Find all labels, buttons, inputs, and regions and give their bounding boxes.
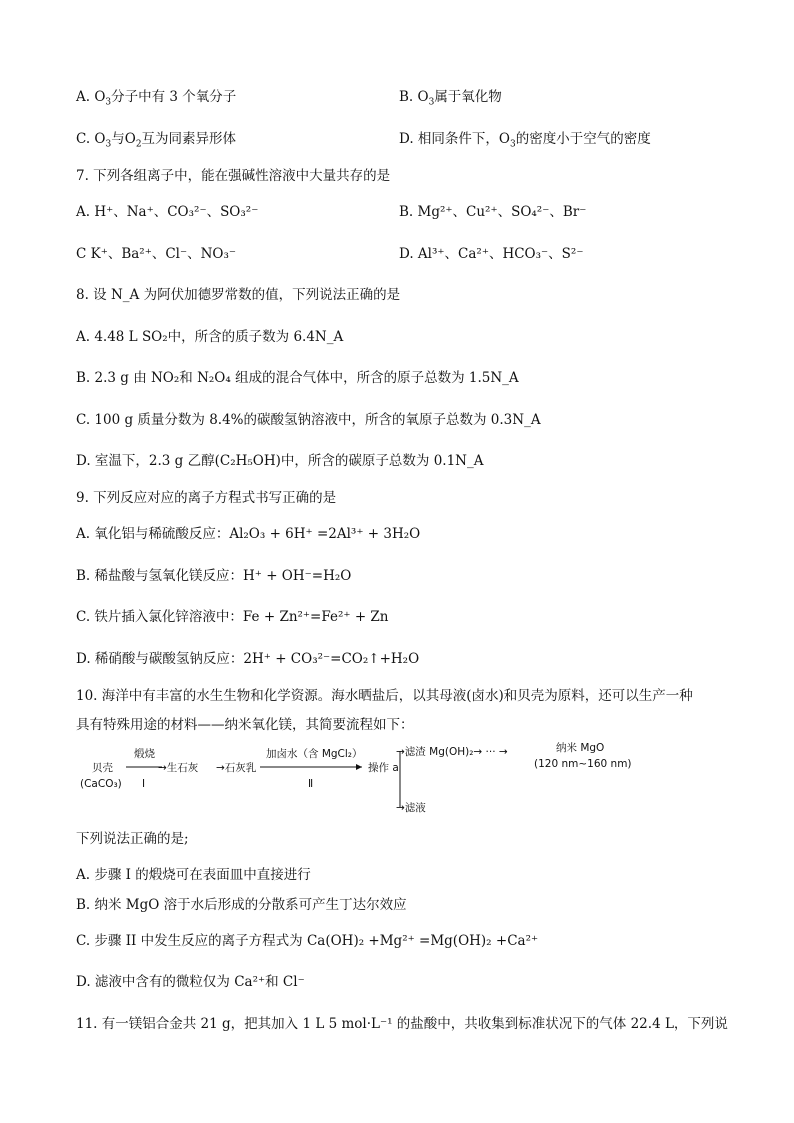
- flow-add-brine: 加卤水（含 MgCl₂）: [266, 748, 363, 760]
- q10-stem-line1: 10. 海洋中有丰富的水生生物和化学资源。海水晒盐后，以其母液(卤水)和贝壳为原料，还可以生产一种: [76, 688, 693, 704]
- flow-filtrate: →滤液: [396, 802, 426, 814]
- q7-option-a: A. H⁺、Na⁺、CO₃²⁻、SO₃²⁻: [76, 204, 259, 220]
- q6-option-b: B. $O_3$属于氧化物: [399, 89, 502, 108]
- flow-step-2: Ⅱ: [308, 778, 314, 790]
- flow-step-1: I: [142, 778, 146, 790]
- q7-option-d: D. Al³⁺、Ca²⁺、HCO₃⁻、S²⁻: [399, 246, 584, 262]
- q6-option-a: A. $O_3$分子中有 3 个氧分子: [76, 89, 237, 108]
- flow-limemilk: →石灰乳: [216, 762, 257, 774]
- flow-residue: →滤渣 Mg(OH)₂→ ··· →: [396, 746, 508, 758]
- flow-arrowhead-2: [356, 764, 362, 770]
- q8-stem: 8. 设 N_A 为阿伏加德罗常数的值，下列说法正确的是: [76, 287, 401, 303]
- q9-option-b: B. 稀盐酸与氢氧化镁反应：H⁺ + OH⁻=H₂O: [76, 568, 352, 584]
- q8-option-a: A. 4.48 L SO₂中，所含的质子数为 6.4N_A: [76, 329, 344, 345]
- q8-option-b: B. 2.3 g 由 NO₂和 N₂O₄ 组成的混合气体中，所含的原子总数为 1.5N_A: [76, 370, 519, 386]
- q9-stem: 9. 下列反应对应的离子方程式书写正确的是: [76, 490, 337, 506]
- flow-operation: 操作 a: [368, 762, 399, 774]
- q6-option-c: C. $O_3$与$O_2$互为同素异形体: [76, 131, 237, 150]
- flow-calcine: 煅烧: [134, 748, 155, 760]
- q7-option-c: C K⁺、Ba²⁺、Cl⁻、NO₃⁻: [76, 246, 237, 262]
- flow-nano-mgo: 纳米 MgO: [556, 742, 605, 754]
- q8-option-d: D. 室温下，2.3 g 乙醇(C₂H₅OH)中，所含的碳原子总数为 0.1N_A: [76, 453, 484, 469]
- process-flow-diagram: [78, 735, 718, 817]
- q9-option-d: D. 稀硝酸与碳酸氢钠反应：2H⁺ + CO₃²⁻=CO₂↑+H₂O: [76, 651, 420, 667]
- flow-caco3: (CaCO₃): [80, 778, 122, 790]
- q6-option-d: D. 相同条件下，$O_3$的密度小于空气的密度: [399, 131, 651, 150]
- q10-option-d: D. 滤液中含有的微粒仅为 Ca²⁺和 Cl⁻: [76, 974, 305, 990]
- q7-stem: 7. 下列各组离子中，能在强碱性溶液中大量共存的是: [76, 168, 391, 184]
- q9-option-c: C. 铁片插入氯化锌溶液中：Fe + Zn²⁺=Fe²⁺ + Zn: [76, 609, 389, 625]
- flow-shell: 贝壳: [92, 762, 113, 774]
- q10-option-b: B. 纳米 MgO 溶于水后形成的分散系可产生丁达尔效应: [76, 897, 407, 913]
- q9-option-a: A. 氧化铝与稀硫酸反应：Al₂O₃ + 6H⁺ =2Al³⁺ + 3H₂O: [76, 526, 421, 542]
- q10-option-a: A. 步骤 I 的煅烧可在表面皿中直接进行: [76, 867, 311, 883]
- q7-option-b: B. Mg²⁺、Cu²⁺、SO₄²⁻、Br⁻: [399, 204, 587, 220]
- q8-option-c: C. 100 g 质量分数为 8.4%的碳酸氢钠溶液中，所含的氧原子总数为 0.3N_A: [76, 412, 541, 428]
- flow-quicklime: →生石灰: [158, 762, 199, 774]
- flow-size: (120 nm~160 nm): [534, 758, 632, 770]
- q10-option-c: C. 步骤 II 中发生反应的离子方程式为 Ca(OH)₂ +Mg²⁺ =Mg(OH)₂ +Ca²⁺: [76, 933, 539, 949]
- q10-stem-line2: 具有特殊用途的材料——纳米氧化镁，其简要流程如下：: [76, 717, 414, 733]
- q10-prompt: 下列说法正确的是;: [76, 831, 189, 847]
- q11-stem: 11. 有一镁铝合金共 21 g，把其加入 1 L 5 mol·L⁻¹ 的盐酸中，共收集到标准状况下的气体 22.4 L，下列说: [76, 1016, 728, 1032]
